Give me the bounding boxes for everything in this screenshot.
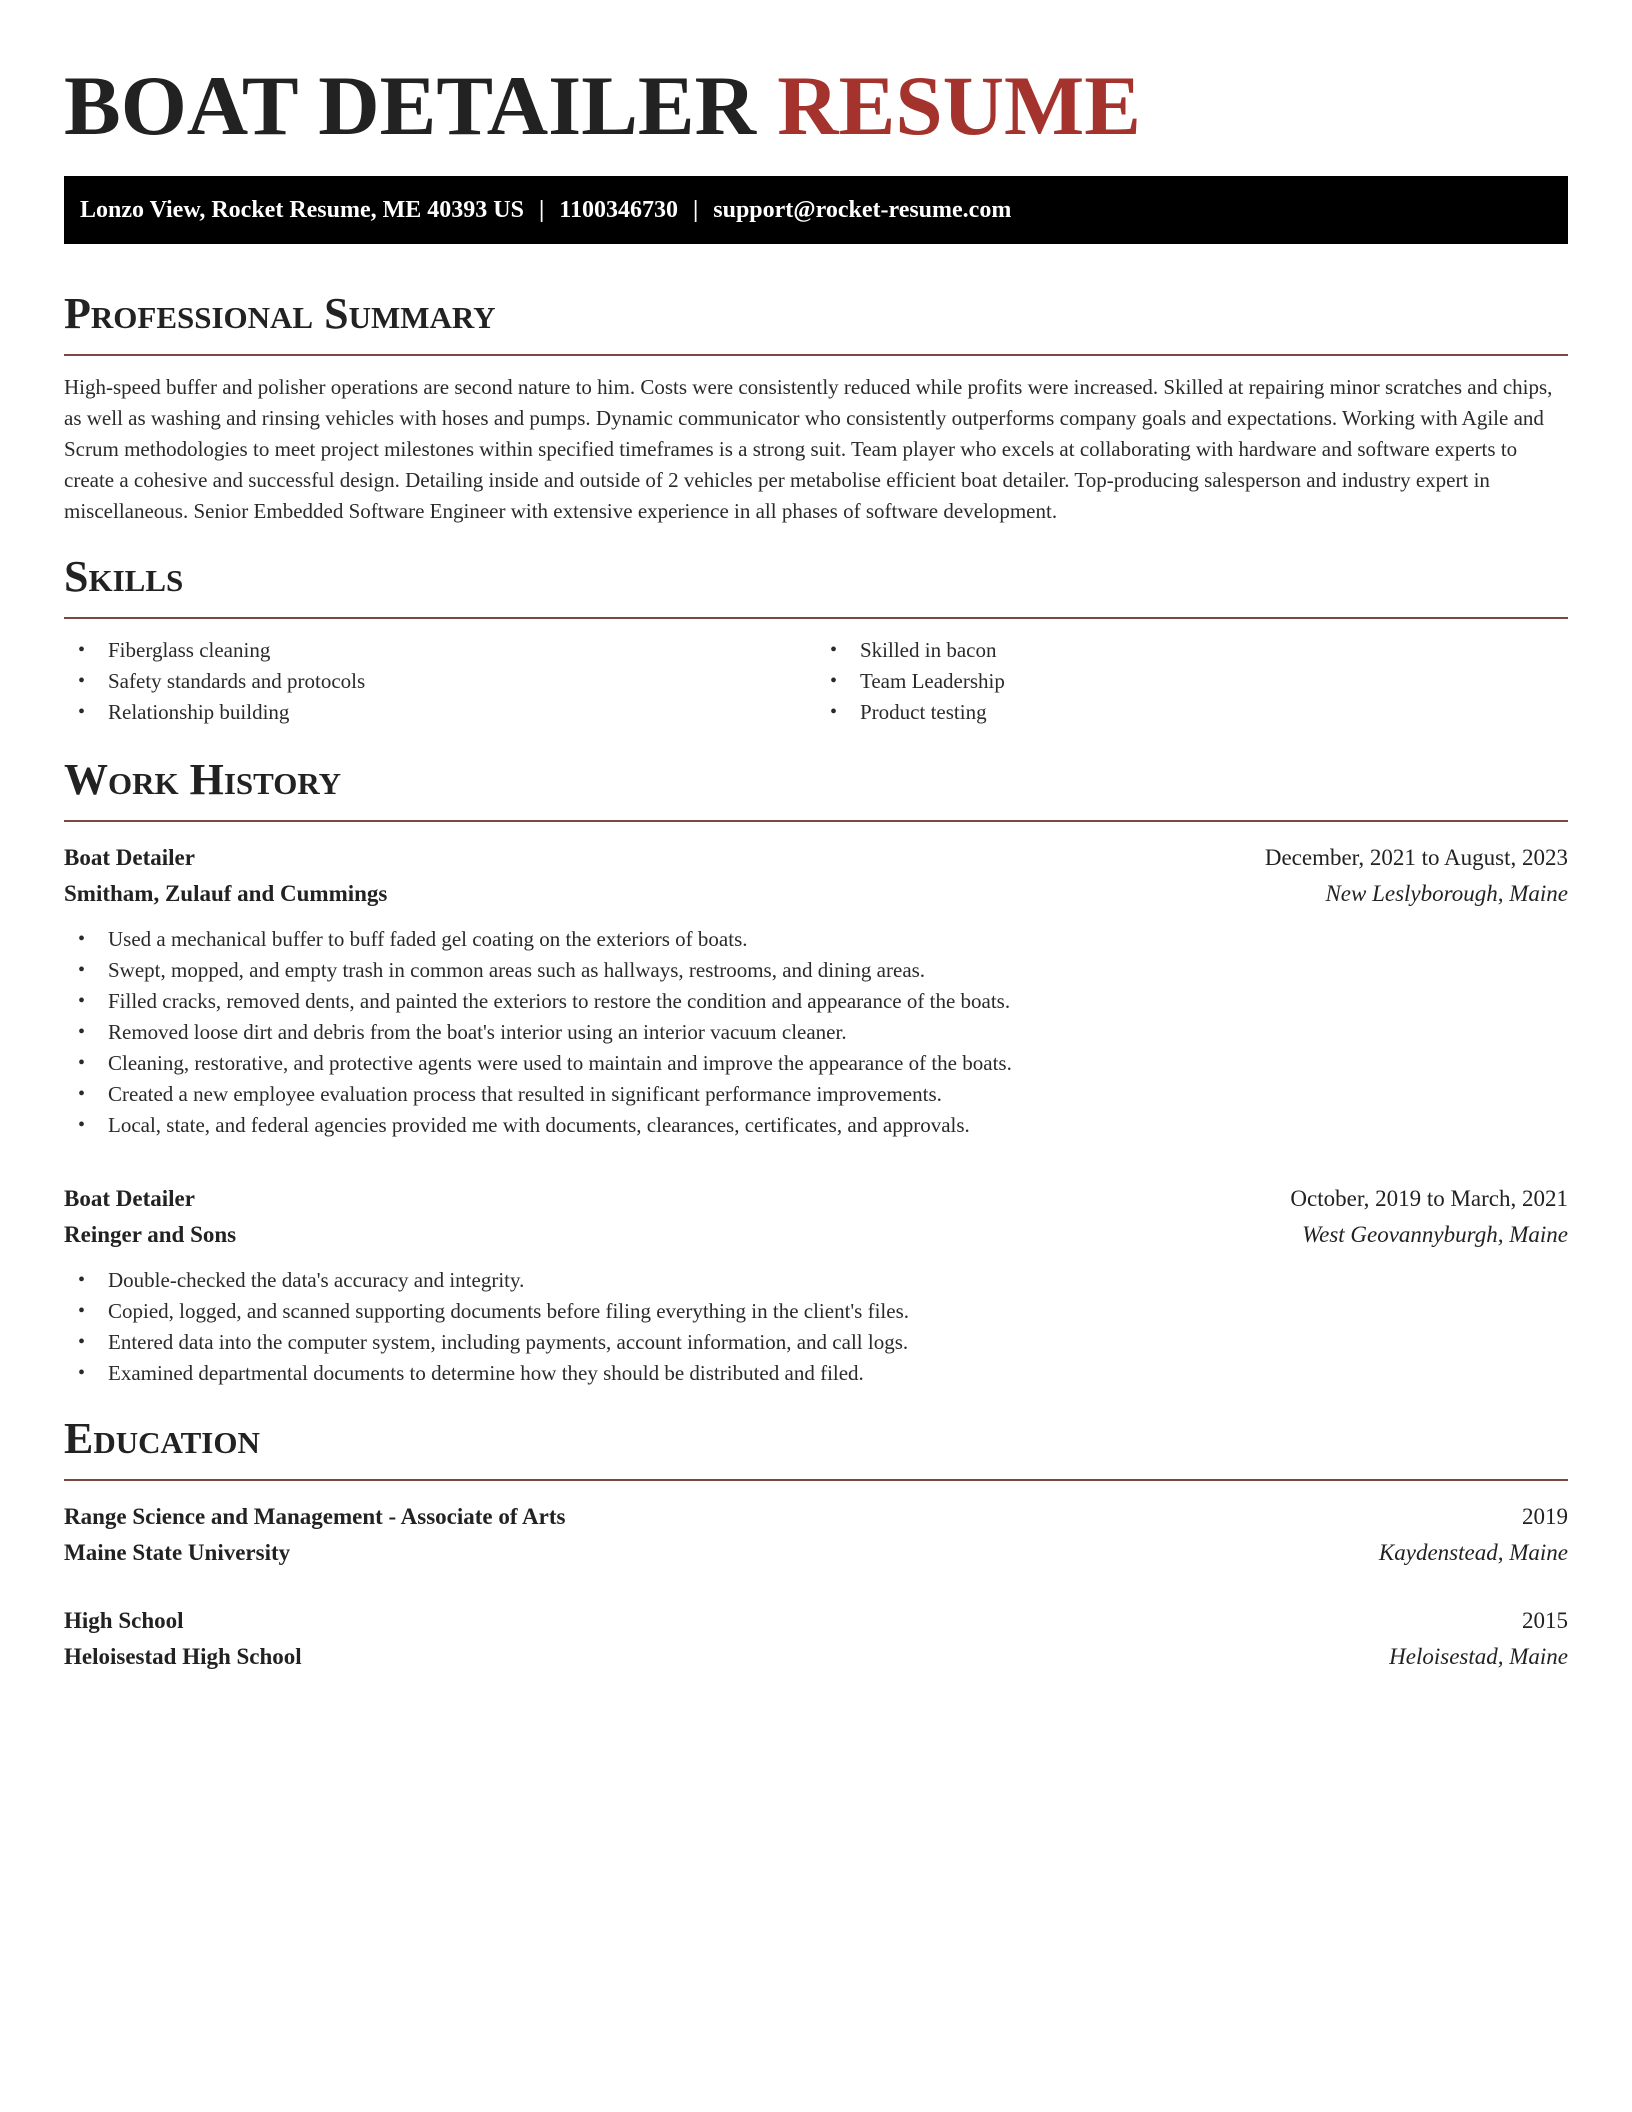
education-degree-row [64, 1603, 1568, 1639]
title-accent: RESUME [777, 59, 1141, 153]
job-duties [64, 1265, 1568, 1389]
skill-item: • Product testing [816, 697, 1568, 728]
skill-item: • Relationship building [64, 697, 816, 728]
education-year: 2015 [1522, 1608, 1568, 1633]
job-company-row [64, 1217, 1568, 1253]
job-header-row [64, 1181, 1568, 1217]
job-duty: • Filled cracks, removed dents, and painted the exteriors to restore the condition and appearance of the boats. [64, 986, 1568, 1017]
job-location: West Geovannyburgh, Maine [1302, 1222, 1568, 1247]
contact-separator: | [538, 196, 545, 223]
job-dates: October, 2019 to March, 2021 [1290, 1186, 1568, 1211]
job-duty: • Swept, mopped, and empty trash in common areas such as hallways, restrooms, and dining areas. [64, 955, 1568, 986]
education-entry [64, 1499, 1568, 1571]
skill-item: • Safety standards and protocols [64, 666, 816, 697]
education-degree: Range Science and Management - Associate of Arts [64, 1504, 566, 1529]
job-duty: • Double-checked the data's accuracy and integrity. [64, 1265, 1568, 1296]
job-duty: • Entered data into the computer system, including payments, account information, and call logs. [64, 1327, 1568, 1358]
job-title: Boat Detailer [64, 1186, 195, 1211]
skills-list [64, 635, 1568, 728]
job-duty: • Local, state, and federal agencies provided me with documents, clearances, certificates, and approvals. [64, 1110, 1568, 1141]
job-dates: December, 2021 to August, 2023 [1264, 845, 1568, 870]
section-divider [64, 617, 1568, 619]
job-title: Boat Detailer [64, 845, 195, 870]
education-location: Heloisestad, Maine [1389, 1644, 1568, 1669]
summary-heading: Professional Summary [64, 289, 496, 338]
job-company-row [64, 876, 1568, 912]
skills-heading: Skills [64, 552, 184, 601]
job-company: Smitham, Zulauf and Cummings [64, 881, 388, 906]
job-duty: • Used a mechanical buffer to buff faded gel coating on the exteriors of boats. [64, 924, 1568, 955]
job-duty: • Examined departmental documents to determine how they should be distributed and filed. [64, 1358, 1568, 1389]
education-school-row [64, 1639, 1568, 1675]
contact-separator: | [692, 196, 699, 223]
education-degree: High School [64, 1608, 184, 1633]
job-duty: • Cleaning, restorative, and protective agents were used to maintain and improve the appearance of the boats. [64, 1048, 1568, 1079]
education-degree-row [64, 1499, 1568, 1535]
section-divider [64, 1479, 1568, 1481]
education-entry [64, 1603, 1568, 1675]
education-heading: Education [64, 1414, 260, 1463]
education-school: Maine State University [64, 1540, 291, 1565]
title-main: BOAT DETAILER [64, 59, 756, 153]
skills-column-right [816, 635, 1568, 728]
education-section [64, 1415, 1568, 1675]
job-duties [64, 924, 1568, 1141]
work-history-heading: Work History [64, 755, 342, 804]
job-entry [64, 840, 1568, 1141]
skill-item: • Skilled in bacon [816, 635, 1568, 666]
education-year: 2019 [1522, 1504, 1568, 1529]
skills-column-left [64, 635, 816, 728]
summary-text: High-speed buffer and polisher operations are second nature to him. Costs were consistently reduced while profits were increased. Skilled at repairing minor scratches and chips, as well as washing and rinsing vehicles with hoses and pumps. Dynamic communicator who consistently outperforms company goals and expectations. Working with Agile and Scrum methodologies to meet project milestones within specified timeframes is a strong suit. Team player who excels at collaborating with hardware and software experts to create a cohesive and successful design. Detailing inside and outside of 2 vehicles per metabolise efficient boat detailer. Top-producing salesperson and industry expert in miscellaneous. Senior Embedded Software Engineer with extensive experience in all phases of software development. [64, 375, 1553, 523]
section-divider [64, 820, 1568, 822]
resume-title [64, 56, 1568, 156]
section-divider [64, 354, 1568, 356]
contact-bar [64, 176, 1568, 244]
job-duty: • Removed loose dirt and debris from the boat's interior using an interior vacuum cleaner. [64, 1017, 1568, 1048]
skill-item: • Team Leadership [816, 666, 1568, 697]
skills-section [64, 553, 1568, 728]
education-school-row [64, 1535, 1568, 1571]
job-header-row [64, 840, 1568, 876]
job-location: New Leslyborough, Maine [1325, 881, 1568, 906]
job-company: Reinger and Sons [64, 1222, 237, 1247]
contact-phone: 1100346730 [559, 196, 678, 223]
education-school: Heloisestad High School [64, 1644, 302, 1669]
skill-item: • Fiberglass cleaning [64, 635, 816, 666]
contact-address: Lonzo View, Rocket Resume, ME 40393 US [80, 196, 524, 223]
contact-email: support@rocket-resume.com [713, 196, 1012, 223]
job-duty: • Created a new employee evaluation process that resulted in significant performance improvements. [64, 1079, 1568, 1110]
job-entry [64, 1181, 1568, 1389]
summary-section [64, 290, 1568, 527]
work-history-section [64, 756, 1568, 1389]
education-location: Kaydenstead, Maine [1378, 1540, 1568, 1565]
job-duty: • Copied, logged, and scanned supporting documents before filing everything in the client's files. [64, 1296, 1568, 1327]
